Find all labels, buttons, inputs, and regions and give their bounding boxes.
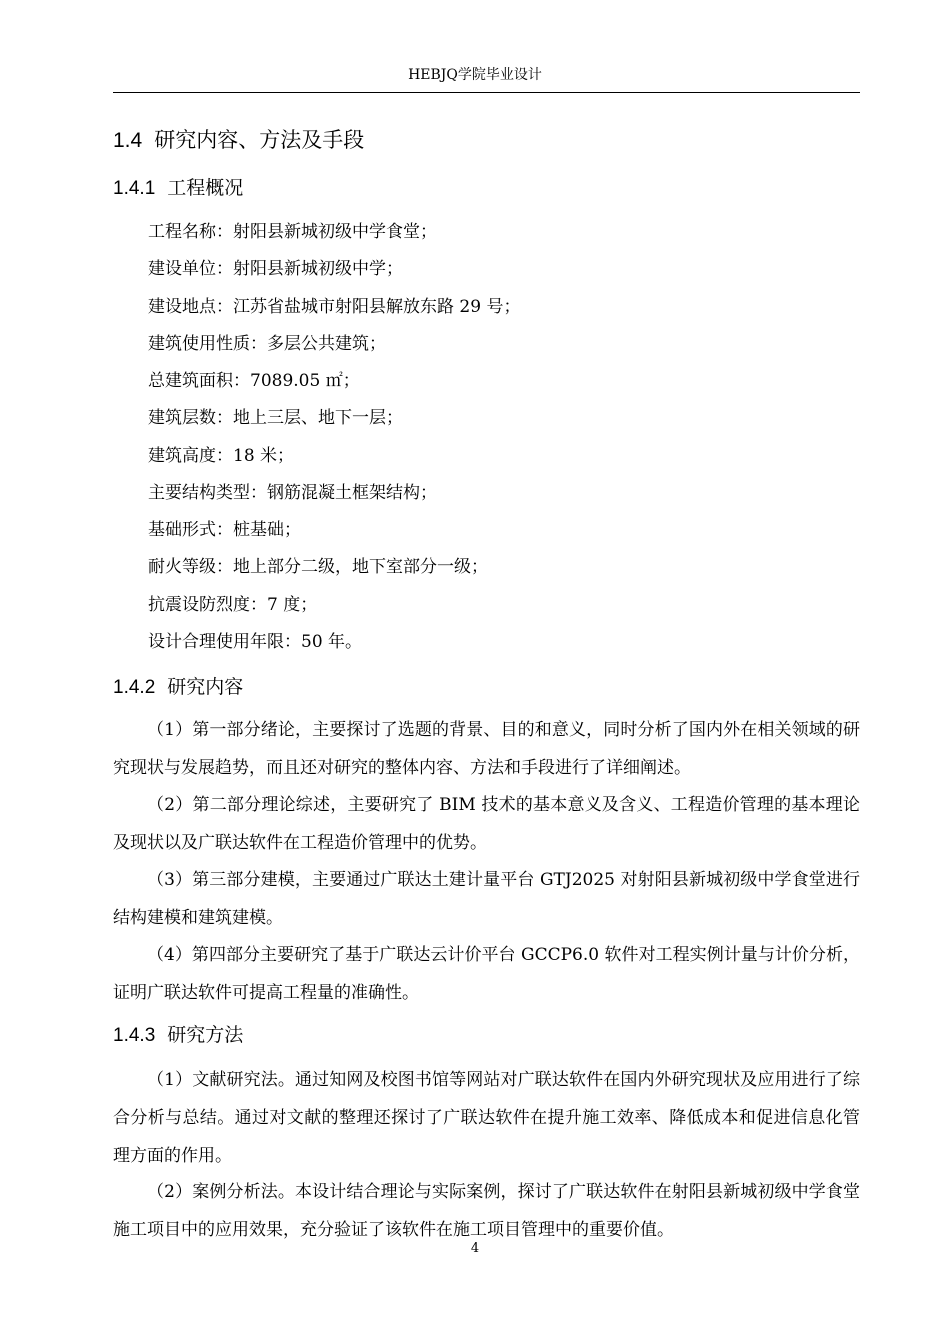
project-item-foundation: 基础形式：桩基础； xyxy=(148,520,301,540)
section-number: 1.4 xyxy=(113,129,143,152)
project-item-floors: 建筑层数：地上三层、地下一层； xyxy=(148,408,403,428)
header-rule xyxy=(113,92,860,93)
subsection-number: 1.4.1 xyxy=(113,178,156,199)
method-paragraph-2: （2）案例分析法。本设计结合理论与实际案例，探讨了广联达软件在射阳县新城初级中学食堂施工项目中的应用效果，充分验证了该软件在施工项目管理中的重要价值。 xyxy=(113,1182,860,1240)
project-item-location: 建设地点：江苏省盐城市射阳县解放东路 29 号； xyxy=(148,297,521,317)
subsection-heading-2 xyxy=(113,674,243,701)
content-paragraph-2: （2）第二部分理论综述，主要研究了 BIM 技术的基本意义及含义、工程造价管理的基本理论及现状以及广联达软件在工程造价管理中的优势。 xyxy=(113,795,860,853)
page-number: 4 xyxy=(470,1241,480,1256)
subsection-number: 1.4.2 xyxy=(113,677,156,698)
subsection-title: 工程概况 xyxy=(167,177,244,199)
section-heading xyxy=(113,126,364,155)
method-paragraph-1: （1）文献研究法。通过知网及校图书馆等网站对广联达软件在国内外研究现状及应用进行了综合分析与总结。通过对文献的整理还探讨了广联达软件在提升施工效率、降低成本和促进信息化管理方面的作用。 xyxy=(113,1070,860,1166)
project-item-usage: 建筑使用性质：多层公共建筑； xyxy=(148,334,386,354)
content-paragraph-4: （4）第四部分主要研究了基于广联达云计价平台 GCCP6.0 软件对工程实例计量与计价分析，证明广联达软件可提高工程量的准确性。 xyxy=(113,945,860,1003)
project-item-name: 工程名称：射阳县新城初级中学食堂； xyxy=(148,222,437,242)
project-item-structure: 主要结构类型：钢筋混凝土框架结构； xyxy=(148,483,437,503)
project-item-design-life: 设计合理使用年限：50 年。 xyxy=(148,632,363,652)
content-paragraph-1: （1）第一部分绪论，主要探讨了选题的背景、目的和意义，同时分析了国内外在相关领域的研究现状与发展趋势，而且还对研究的整体内容、方法和手段进行了详细阐述。 xyxy=(113,720,860,778)
project-item-fire-rating: 耐火等级：地上部分二级，地下室部分一级； xyxy=(148,557,488,577)
subsection-number: 1.4.3 xyxy=(113,1025,156,1046)
section-title: 研究内容、方法及手段 xyxy=(154,128,365,152)
subsection-title: 研究方法 xyxy=(167,1024,244,1046)
subsection-heading-1 xyxy=(113,175,243,202)
page-header: HEBJQ学院毕业设计 xyxy=(408,67,542,83)
subsection-heading-3 xyxy=(113,1022,243,1049)
subsection-title: 研究内容 xyxy=(167,676,244,698)
content-paragraph-3: （3）第三部分建模，主要通过广联达土建计量平台 GTJ2025 对射阳县新城初级中学食堂进行结构建模和建筑建模。 xyxy=(113,870,860,928)
project-item-owner: 建设单位：射阳县新城初级中学； xyxy=(148,259,403,279)
project-item-seismic: 抗震设防烈度：7 度； xyxy=(148,595,318,615)
project-item-area: 总建筑面积：7089.05 ㎡； xyxy=(148,371,360,391)
project-item-height: 建筑高度：18 米； xyxy=(148,446,295,466)
